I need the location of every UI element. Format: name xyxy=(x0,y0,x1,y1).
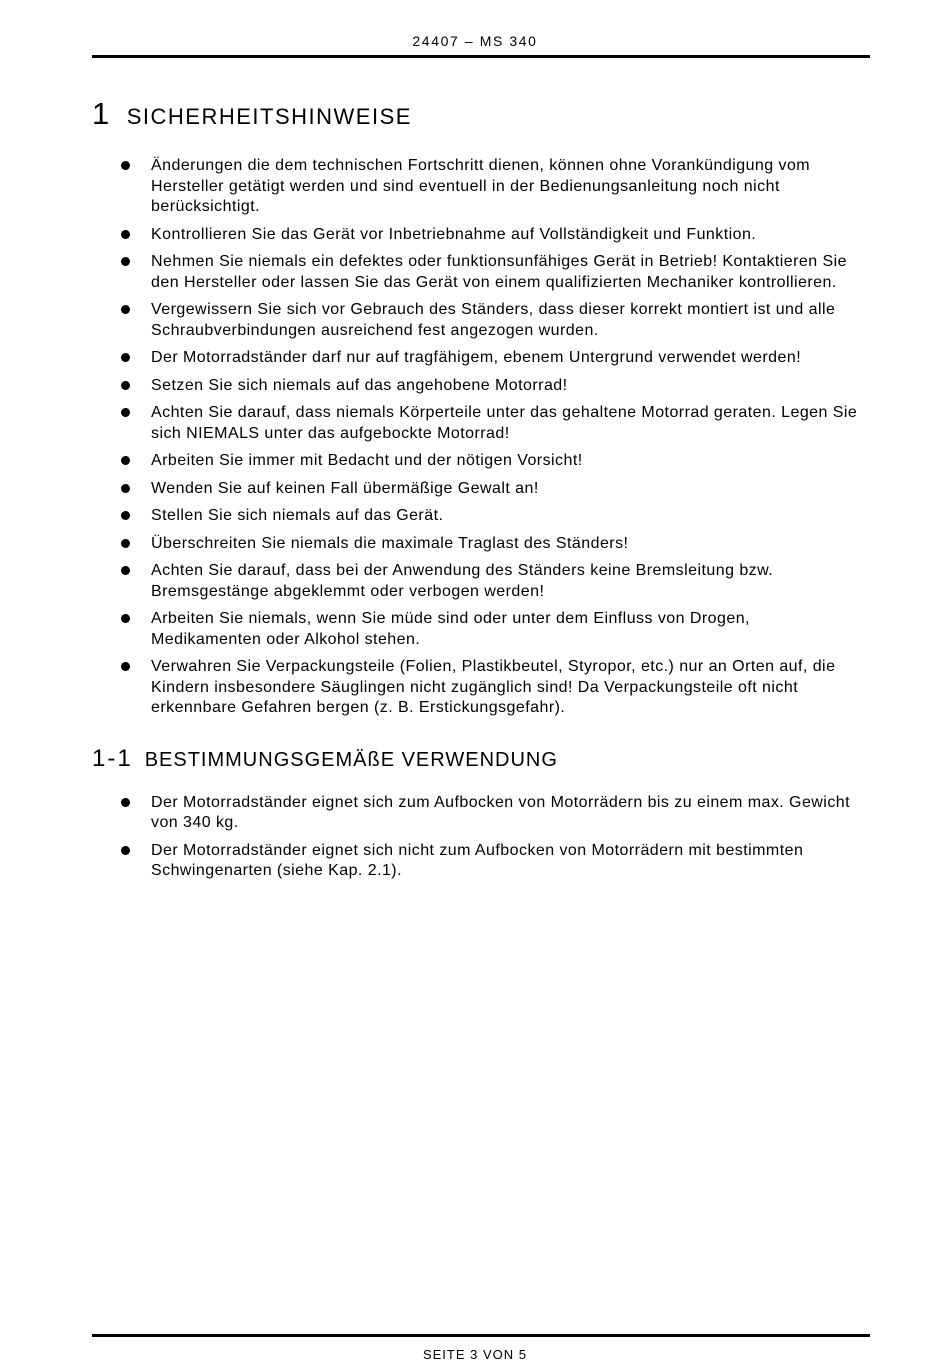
list-item xyxy=(92,348,862,369)
list-item xyxy=(92,506,862,527)
list-item-text: Vergewissern Sie sich vor Gebrauch des Ständers, dass dieser korrekt montiert ist und alle Schraubverbindungen ausreichend fest angezogen wurden. xyxy=(151,301,836,339)
bullet-icon xyxy=(121,456,130,465)
list-item-text: Der Motorradständer eignet sich nicht zum Aufbocken von Motorrädern mit bestimmten Schwingenarten (siehe Kap. 2.1). xyxy=(151,841,804,879)
section-title: BESTIMMUNGSGEMÄßE VERWENDUNG xyxy=(144,748,558,771)
section-title: SICHERHEITSHINWEISE xyxy=(126,104,412,129)
bullet-icon xyxy=(121,614,130,623)
list-item-text: Stellen Sie sich niemals auf das Gerät. xyxy=(151,507,444,524)
bullet-icon xyxy=(121,353,130,362)
footer-rule xyxy=(92,1334,870,1337)
list-item-text: Achten Sie darauf, dass bei der Anwendung des Ständers keine Bremsleitung bzw. Bremsgestänge abgeklemmt oder verbogen werden! xyxy=(151,562,774,600)
bullet-icon xyxy=(121,798,130,807)
list-item xyxy=(92,300,862,341)
intended-use-list xyxy=(92,793,862,882)
list-item xyxy=(92,376,862,397)
list-item xyxy=(92,403,862,444)
bullet-icon xyxy=(121,484,130,493)
page-header: 24407 – MS 340 xyxy=(412,33,538,49)
list-item xyxy=(92,561,862,602)
list-item xyxy=(92,451,862,472)
bullet-icon xyxy=(121,305,130,314)
list-item xyxy=(92,225,862,246)
list-item-text: Der Motorradständer darf nur auf tragfähigem, ebenem Untergrund verwendet werden! xyxy=(151,349,802,366)
list-item-text: Achten Sie darauf, dass niemals Körperteile unter das gehaltene Motorrad geraten. Legen Sie sich NIEMALS unter das aufgebockte Motorrad! xyxy=(151,404,858,442)
bullet-icon xyxy=(121,161,130,170)
list-item-text: Setzen Sie sich niemals auf das angehobene Motorrad! xyxy=(151,376,568,394)
list-item-text: Arbeiten Sie immer mit Bedacht und der nötigen Vorsicht! xyxy=(151,452,583,469)
list-item-text: Kontrollieren Sie das Gerät vor Inbetriebnahme auf Vollständigkeit und Funktion. xyxy=(151,225,757,243)
list-item xyxy=(92,156,862,218)
bullet-icon xyxy=(121,257,130,266)
section-number: 1-1 xyxy=(92,744,133,772)
list-item-text: Der Motorradständer eignet sich zum Aufbocken von Motorrädern bis zu einem max. Gewicht von 340 kg. xyxy=(151,793,851,831)
list-item xyxy=(92,657,862,719)
section-heading-safety xyxy=(92,96,862,132)
list-item-text: Wenden Sie auf keinen Fall übermäßige Gewalt an! xyxy=(151,479,539,497)
bullet-icon xyxy=(121,539,130,548)
section-heading-intended-use xyxy=(92,745,862,773)
list-item xyxy=(92,841,862,882)
bullet-icon xyxy=(121,381,130,390)
list-item-text: Arbeiten Sie niemals, wenn Sie müde sind oder unter dem Einfluss von Drogen, Medikamenten oder Alkohol stehen. xyxy=(151,610,750,648)
bullet-icon xyxy=(121,566,130,575)
list-item xyxy=(92,534,862,555)
bullet-icon xyxy=(121,408,130,417)
list-item xyxy=(92,479,862,500)
list-item-text: Überschreiten Sie niemals die maximale Traglast des Ständers! xyxy=(151,534,629,552)
bullet-icon xyxy=(121,230,130,239)
bullet-icon xyxy=(121,662,130,671)
list-item-text: Verwahren Sie Verpackungsteile (Folien, Plastikbeutel, Styropor, etc.) nur an Orten auf, die Kindern insbesondere Säuglingen nicht zugänglich sind! Da Verpackungsteile oft nicht erkennbare Gefahren bergen (z. B. Erstickungsgefahr). xyxy=(151,658,836,716)
safety-list xyxy=(92,156,862,719)
document-body xyxy=(92,96,862,889)
header-rule xyxy=(92,55,870,58)
section-number: 1 xyxy=(92,96,111,131)
list-item xyxy=(92,252,862,293)
bullet-icon xyxy=(121,846,130,855)
list-item-text: Änderungen die dem technischen Fortschritt dienen, können ohne Vorankündigung vom Hersteller getätigt werden und sind eventuell in der Bedienungsanleitung noch nicht berücksichtigt. xyxy=(151,157,811,215)
page-footer: SEITE 3 VON 5 xyxy=(422,1347,528,1362)
bullet-icon xyxy=(121,511,130,520)
list-item xyxy=(92,609,862,650)
list-item xyxy=(92,793,862,834)
list-item-text: Nehmen Sie niemals ein defektes oder funktionsunfähiges Gerät in Betrieb! Kontaktieren Sie den Hersteller oder lassen Sie das Gerät von einem qualifizierten Mechaniker kontrollieren. xyxy=(151,253,847,291)
